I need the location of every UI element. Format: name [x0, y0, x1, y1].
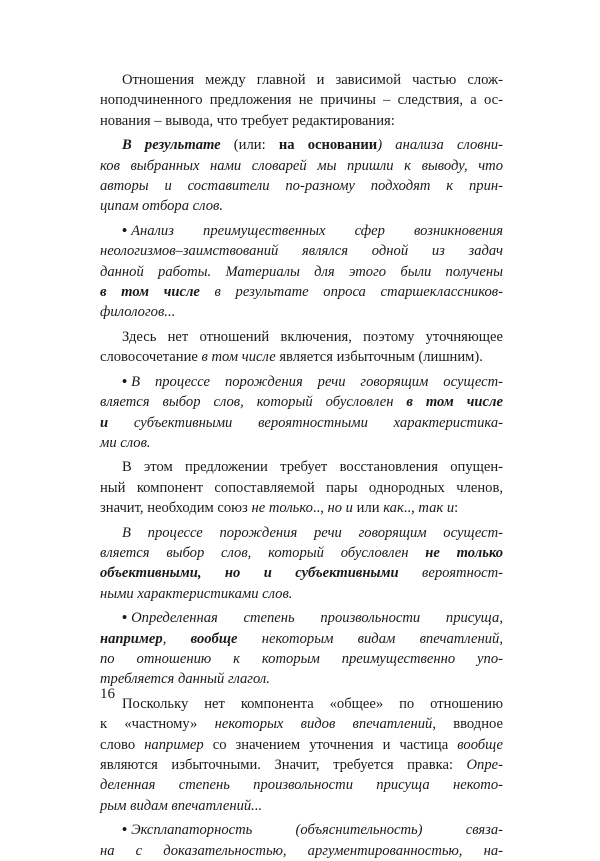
bullet-icon: • — [122, 822, 128, 839]
example-line: • В процессе порождения речи говорящим осущест- — [122, 373, 503, 390]
example-line: вляется выбор слов, который обусловлен не только — [100, 544, 503, 561]
example-line: В результате (или: на основании) анализа словни- — [122, 137, 503, 154]
example-line: данной работы. Материалы для этого были получены — [100, 263, 503, 280]
example-line: авторы и составители по-разному подходят к прин- — [100, 178, 503, 195]
text-line: значит, необходим союз не только.., но и или как.., так и: — [100, 500, 459, 517]
text-line: рым видам впечатлений... — [100, 797, 263, 814]
example-line: ков выбранных нами словарей мы пришли к выводу, что — [100, 157, 503, 174]
example-line: на с доказательностью, аргументированностью, на- — [100, 842, 503, 859]
example-line: в том числе в результате опроса старшеклассников- — [100, 284, 503, 301]
text-line: Здесь нет отношений включения, поэтому уточняющее — [122, 328, 503, 345]
example-line: • Определенная степень произвольности присуща, — [122, 610, 503, 627]
text-line: словосочетание в том числе является избыточным (лишним). — [100, 349, 483, 366]
text-line: слово например со значением уточнения и частица вообще — [100, 736, 503, 753]
text-line: Поскольку нет компонента «общее» по отношению — [122, 695, 503, 712]
text-line: ный компонент сопоставляемой пары однородных членов, — [100, 479, 503, 496]
text-line: деленная степень произвольности присуща некото- — [100, 777, 503, 794]
text-line: нования – вывода, что требует редактирования: — [100, 112, 395, 129]
text-line: Отношения между главной и зависимой частью слож- — [122, 72, 503, 88]
example-line: например, вообще некоторым видам впечатлений, — [100, 630, 503, 647]
example-line: ными характеристиками слов. — [100, 585, 293, 602]
text-line: являются избыточными. Значит, требуется правка: Опре- — [100, 757, 503, 773]
bullet-icon: • — [122, 610, 128, 627]
page-number: 16 — [100, 686, 115, 702]
bullet-icon: • — [122, 222, 128, 239]
example-line: • Эксплanаторность (объяснительность) связа- — [122, 822, 503, 839]
page-text — [100, 70, 503, 861]
example-line: филологов... — [100, 304, 176, 321]
example-line: неологизмов–заимствований являлся одной из задач — [100, 243, 503, 260]
text-line: ноподчиненного предложения не причины – следствия, а ос- — [100, 92, 503, 109]
example-line: вляется выбор слов, который обусловлен в том числе — [100, 394, 503, 411]
example-line: ципам отбора слов. — [100, 198, 223, 215]
example-line: и субъективными вероятностными характеристика- — [100, 414, 503, 431]
text-line: В этом предложении требует восстановления опущен- — [122, 459, 503, 476]
example-line: В процессе порождения речи говорящим осущест- — [122, 524, 503, 541]
example-line: по отношению к которым преимущественно упо- — [100, 650, 503, 667]
text-line: к «частному» некоторых видов впечатлений, вводное — [100, 716, 503, 733]
example-line: ми слов. — [100, 434, 151, 451]
example-line: объективными, но и субъективными вероятност- — [100, 565, 503, 582]
example-line: требляется данный глагол. — [100, 671, 270, 688]
example-line: • Анализ преимущественных сфер возникновения — [122, 222, 503, 239]
bullet-icon: • — [122, 373, 128, 390]
